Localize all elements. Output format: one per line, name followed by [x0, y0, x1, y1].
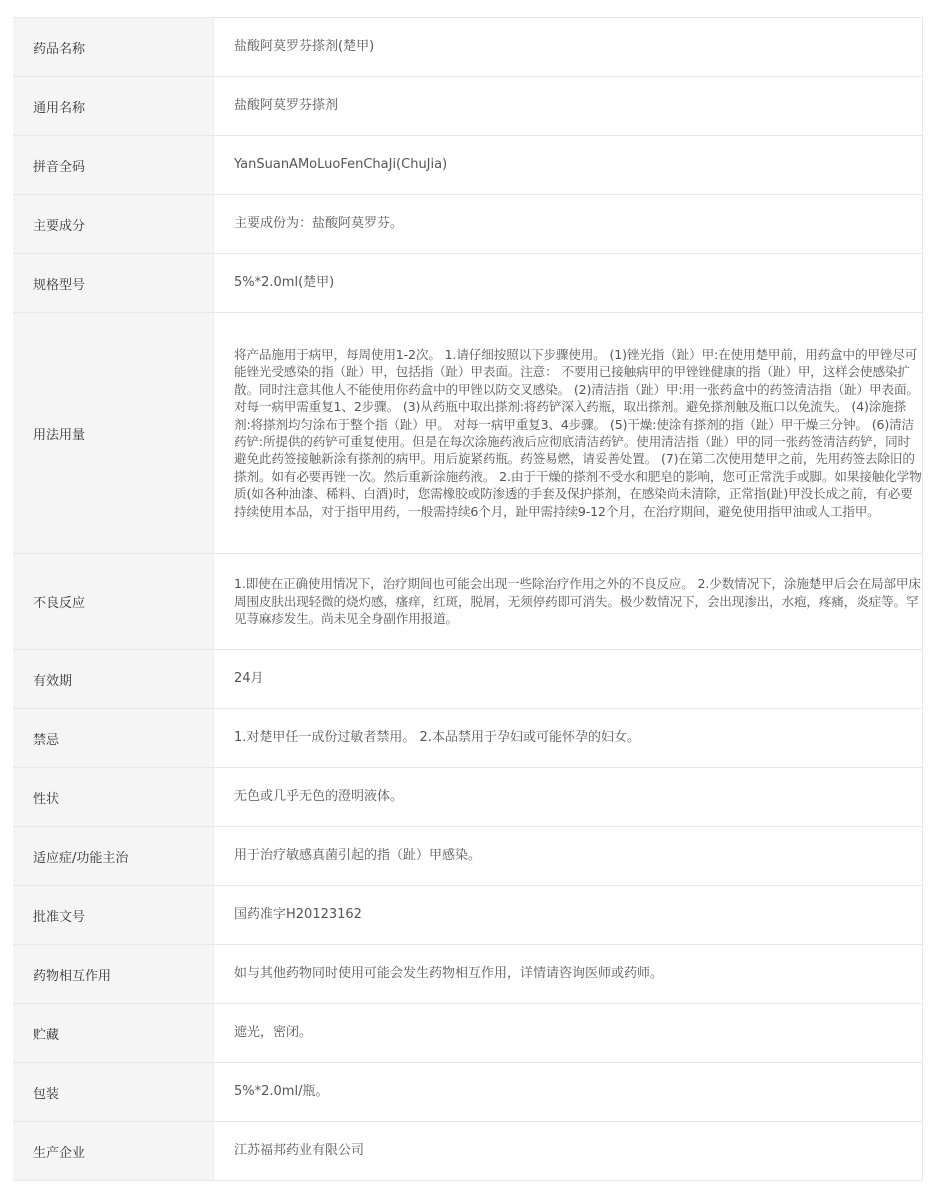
row-label: 药物相互作用	[13, 945, 214, 1004]
table-row-specification	[13, 254, 923, 313]
row-value: 盐酸阿莫罗芬搽剂	[214, 77, 923, 136]
table-row-generic-name	[13, 77, 923, 136]
row-label: 性状	[13, 768, 214, 827]
table-row-package	[13, 1063, 923, 1122]
row-label: 用法用量	[13, 313, 214, 554]
row-value: YanSuanAMoLuoFenChaJi(ChuJia)	[214, 136, 923, 195]
row-label: 生产企业	[13, 1122, 214, 1181]
row-value: 5%*2.0ml(楚甲)	[214, 254, 923, 313]
row-label: 适应症/功能主治	[13, 827, 214, 886]
table-row-contraindications	[13, 709, 923, 768]
row-label: 包装	[13, 1063, 214, 1122]
row-value: 江苏福邦药业有限公司	[214, 1122, 923, 1181]
table-row-adverse-reactions	[13, 554, 923, 650]
row-value: 1.对楚甲任一成份过敏者禁用。 2.本品禁用于孕妇或可能怀孕的妇女。	[214, 709, 923, 768]
row-value: 主要成份为：盐酸阿莫罗芬。	[214, 195, 923, 254]
table-row-interactions	[13, 945, 923, 1004]
row-label: 规格型号	[13, 254, 214, 313]
row-value: 无色或几乎无色的澄明液体。	[214, 768, 923, 827]
table-row-appearance	[13, 768, 923, 827]
row-value: 1.即使在正确使用情况下，治疗期间也可能会出现一些除治疗作用之外的不良反应。 2.少数情况下，涂施楚甲后会在局部甲床周围皮肤出现轻微的烧灼感，瘙痒，红斑，脱屑，无须停药即可消失。极少数情况下，会出现渗出，水疱，疼痛，炎症等。罕见荨麻疹发生。尚未见全身副作用报道。	[214, 554, 923, 650]
row-label: 有效期	[13, 650, 214, 709]
row-label: 主要成分	[13, 195, 214, 254]
table-row-storage	[13, 1004, 923, 1063]
row-value: 将产品施用于病甲，每周使用1-2次。 1.请仔细按照以下步骤使用。 (1)锉光指（趾）甲:在使用楚甲前，用药盒中的甲锉尽可能锉光受感染的指（趾）甲，包括指（趾）甲表面。注意： 不要用已接触病甲的甲锉锉健康的指（趾）甲，这样会使感染扩散。同时注意其他人不能使用你药盒中的甲锉以防交叉感染。 (2)清洁指（趾）甲:用一张药盒中的药签清洁指（趾）甲表面。 对每一病甲需重复1、2步骤。 (3)从药瓶中取出搽剂:将药铲深入药瓶，取出搽剂。避免搽剂触及瓶口以免流失。 (4)涂施搽剂:将搽剂均匀涂布于整个指（趾）甲。 对每一病甲重复3、4步骤。 (5)干燥:使涂有搽剂的指（趾）甲干燥三分钟。 (6)清洁药铲:所提供的药铲可重复使用。但是在每次涂施药液后应彻底清洁药铲。使用清洁指（趾）甲的同一张药签清洁药铲，同时避免此药签接触新涂有搽剂的病甲。用后旋紧药瓶。药签易燃，请妥善处置。 (7)在第二次使用楚甲之前，先用药签去除旧的搽剂。如有必要再锉一次。然后重新涂施药液。 2.由于干燥的搽剂不受水和肥皂的影响，您可正常洗手或脚。如果接触化学物质(如各种油漆、稀料、白酒)时，您需橡胶或防渗透的手套及保护搽剂，在感染尚未清除，正常指(趾)甲没长成之前，有必要持续使用本品，对于指甲用药，一般需持续6个月，趾甲需持续9-12个月，在治疗期间，避免使用指甲油或人工指甲。	[214, 313, 923, 554]
table-row-manufacturer	[13, 1122, 923, 1181]
table-row-pinyin	[13, 136, 923, 195]
table-row-approval-number	[13, 886, 923, 945]
table-row-validity	[13, 650, 923, 709]
row-value: 遮光，密闭。	[214, 1004, 923, 1063]
row-label: 贮藏	[13, 1004, 214, 1063]
row-value: 盐酸阿莫罗芬搽剂(楚甲)	[214, 18, 923, 77]
row-label: 药品名称	[13, 18, 214, 77]
row-value: 如与其他药物同时使用可能会发生药物相互作用，详情请咨询医师或药师。	[214, 945, 923, 1004]
row-label: 禁忌	[13, 709, 214, 768]
row-label: 批准文号	[13, 886, 214, 945]
row-value: 5%*2.0ml/瓶。	[214, 1063, 923, 1122]
table-row-indications	[13, 827, 923, 886]
row-value: 国药准字H20123162	[214, 886, 923, 945]
table-row-dosage	[13, 313, 923, 554]
table-row-ingredients	[13, 195, 923, 254]
row-value: 24月	[214, 650, 923, 709]
row-label: 通用名称	[13, 77, 214, 136]
drug-spec-table	[13, 17, 923, 1181]
row-label: 拼音全码	[13, 136, 214, 195]
table-row-drug-name	[13, 18, 923, 77]
row-label: 不良反应	[13, 554, 214, 650]
row-value: 用于治疗敏感真菌引起的指（趾）甲感染。	[214, 827, 923, 886]
